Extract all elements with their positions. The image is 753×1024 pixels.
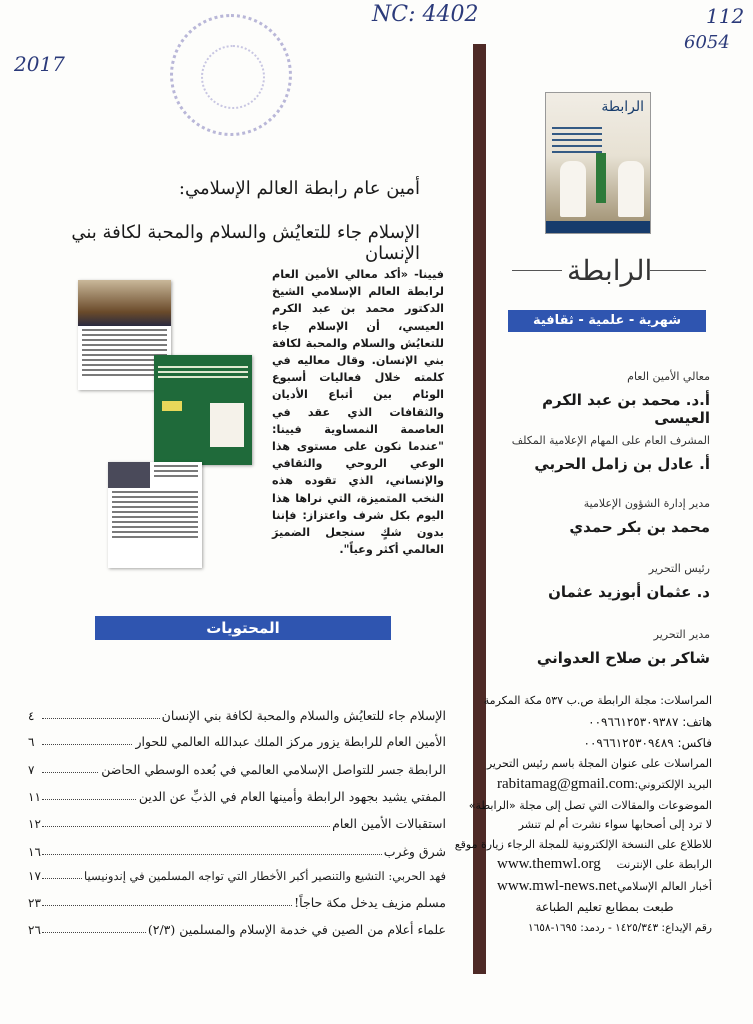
staff-name: شاكر بن صلاح العدواني bbox=[536, 649, 710, 667]
column-divider bbox=[473, 44, 486, 974]
contact-correspondence: المراسلات على عنوان المجلة باسم رئيس التحرير bbox=[486, 757, 712, 770]
contact-phone: هاتف: ٠٠٩٦٦١٢٥٣٠٩٣٨٧ bbox=[588, 715, 712, 729]
nc-number: NC: 4402 bbox=[372, 2, 479, 27]
toc-page: ١١ bbox=[28, 790, 41, 804]
toc-title: الرابطة جسر للتواصل الإسلامي العالمي في بُعده الوسطي الحاضن bbox=[101, 762, 446, 777]
staff-name: أ.د. محمد بن عبد الكرم العيسى bbox=[542, 391, 710, 427]
masthead-logo: الرابطة bbox=[567, 254, 653, 287]
staff-name: أ. عادل بن زامل الحربي bbox=[534, 455, 710, 473]
contact-note-1: الموضوعات والمقالات التي تصل إلى مجلة «الرابطة» bbox=[468, 799, 712, 812]
contact-deposit: رقم الإيداع: ١٤٢٥/٣٤٣ - ردمد: ١٦٩٥-١٦٥٨ bbox=[528, 922, 712, 934]
toc-item[interactable] bbox=[28, 756, 446, 780]
magazine-tagline: شهرية - علمية - ثقافية bbox=[508, 310, 706, 332]
staff-role: رئيس التحرير bbox=[648, 562, 710, 575]
toc-page: ١٢ bbox=[28, 817, 41, 831]
contact-email-label: البريد الإلكتروني: bbox=[634, 778, 712, 791]
main-title-line1: أمين عام رابطة العالم الإسلامي: bbox=[178, 178, 420, 199]
toc-title: المفتي يشيد بجهود الرابطة وأمينها العام في الذبِّ عن الدين bbox=[138, 789, 446, 804]
contact-note-3: للاطلاع على النسخة الإلكترونية للمجلة الرجاء زيارة موقع bbox=[454, 838, 712, 851]
contact-note-2: لا ترد إلى أصحابها سواء نشرت أم لم تنشر bbox=[518, 818, 712, 831]
staff-role: معالي الأمين العام bbox=[627, 370, 710, 383]
staff-name: محمد بن بكر حمدي bbox=[569, 518, 710, 536]
staff-role: المشرف العام على المهام الإعلامية المكلف bbox=[511, 434, 710, 447]
main-title-line2: الإسلام جاء للتعايُش والسلام والمحبة لكافة بني الإنسان bbox=[71, 222, 420, 264]
contact-fax: فاكس: ٠٠٩٦٦١٢٥٣٠٩٤٨٩ bbox=[583, 736, 712, 750]
toc-item[interactable] bbox=[28, 838, 446, 862]
toc-page: ٤ bbox=[28, 709, 35, 723]
cover-logo: الرابطة bbox=[601, 99, 644, 115]
thumbnail-page-3 bbox=[108, 462, 202, 568]
toc-page: ٧ bbox=[28, 763, 35, 777]
staff-entry bbox=[495, 562, 710, 601]
contact-site1-link[interactable]: www.themwl.org bbox=[497, 856, 601, 872]
staff-role: مدير إدارة الشؤون الإعلامية bbox=[583, 497, 710, 510]
staff-entry bbox=[495, 497, 710, 536]
toc-item[interactable] bbox=[28, 810, 446, 834]
top-right-code: 6054 bbox=[684, 32, 730, 53]
toc-item[interactable] bbox=[28, 889, 446, 913]
thumbnail-page-2 bbox=[154, 355, 252, 465]
contact-email-link[interactable]: rabitamag@gmail.com bbox=[497, 776, 635, 792]
toc-page: ٢٣ bbox=[28, 896, 41, 910]
staff-role: مدير التحرير bbox=[653, 628, 710, 641]
staff-entry bbox=[495, 434, 710, 473]
toc-page: ١٦ bbox=[28, 845, 41, 859]
toc-item[interactable] bbox=[28, 916, 446, 940]
toc-title: الأمين العام للرابطة يزور مركز الملك عبدالله العالمي للحوار bbox=[135, 734, 446, 749]
toc-title: شرق وغرب bbox=[383, 844, 446, 859]
magazine-cover-image bbox=[545, 92, 651, 234]
contact-printer: طبعت بمطابع تعليم الطباعة bbox=[535, 900, 674, 914]
staff-entry bbox=[495, 370, 710, 427]
contact-site2-link[interactable]: www.mwl-news.net bbox=[497, 878, 617, 894]
toc-item[interactable] bbox=[28, 728, 446, 752]
library-stamp bbox=[170, 14, 292, 136]
masthead-rule-left bbox=[512, 270, 562, 271]
toc-item[interactable] bbox=[28, 783, 446, 807]
year-note: 2017 bbox=[14, 52, 65, 76]
toc-title: مسلم مزيف يدخل مكة حاجاً! bbox=[294, 895, 446, 910]
toc-item[interactable] bbox=[28, 862, 446, 886]
contact-site1-label: الرابطة على الإنترنت bbox=[616, 858, 712, 871]
staff-entry bbox=[495, 628, 710, 667]
staff-name: د. عثمان أبوزيد عثمان bbox=[548, 583, 710, 601]
masthead-rule-right bbox=[650, 270, 706, 271]
toc-title: استقبالات الأمين العام bbox=[332, 816, 446, 831]
toc-item[interactable] bbox=[28, 702, 446, 726]
contents-heading: المحتويات bbox=[95, 616, 391, 640]
contact-site2-label: أخبار العالم الإسلامي bbox=[617, 880, 712, 893]
article-body: فيينا- «أكد معالي الأمين العام لرابطة العالم الإسلامي الشيخ الدكتور محمد بن عبد الكرم العيسي، أن الإسلام جاء للتعايُش والسلام والمحبة لكافة بني الإنسان. وقال معاليه في كلمته خلال فعاليات أسبوع الوئام بين أتباع الأديان والثقافات الذي عقد في العاصمة النمساوية فيينا: "عندما نكون على مستوى هذا الوعي الروحي والثقافي والإنساني، الذي تقوده هذه النخب المتميزة، التي نراها هذا اليوم بكل شرف واعتزاز: فإننا بدون شكٍ سنجعل الضميرَ العالمي أكثر وعياً". bbox=[272, 268, 444, 557]
toc-title: فهد الحربي: التشيع والتنصير أكبر الأخطار التي تواجه المسلمين في إندونيسيا bbox=[84, 869, 446, 883]
toc-title: علماء أعلام من الصين في خدمة الإسلام والمسلمين (٢/٣) bbox=[147, 922, 446, 937]
top-right-number: 112 bbox=[706, 4, 745, 28]
toc-page: ١٧ bbox=[28, 869, 41, 883]
toc-page: ٢٦ bbox=[28, 923, 41, 937]
toc-title: الإسلام جاء للتعايُش والسلام والمحبة لكافة بني الإنسان bbox=[161, 708, 446, 723]
toc-page: ٦ bbox=[28, 735, 35, 749]
contact-address: المراسلات: مجلة الرابطة ص.ب ٥٣٧ مكة المكرمة bbox=[483, 694, 712, 707]
